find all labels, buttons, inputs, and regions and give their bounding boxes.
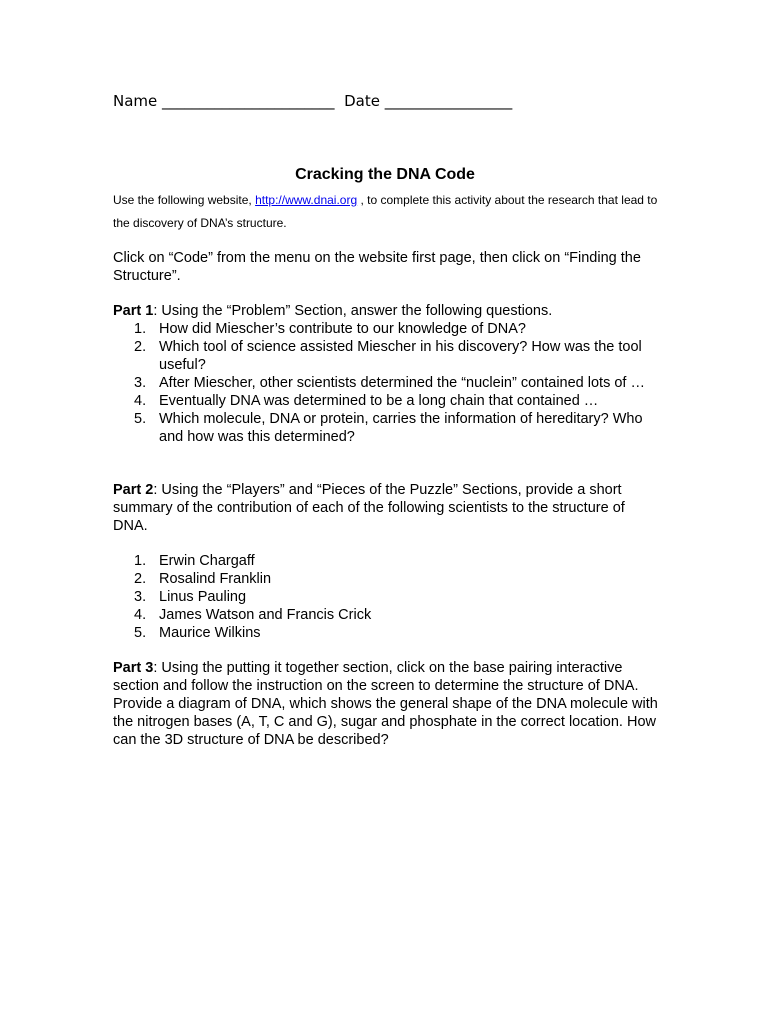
part-1-label: Part 1	[113, 303, 154, 319]
name-label: Name	[113, 92, 158, 110]
part-1-heading	[113, 302, 658, 320]
part-3-label: Part 3	[113, 660, 154, 676]
list-item-text: Which tool of science assisted Miescher in his discovery? How was the tool useful?	[159, 339, 642, 373]
list-item-text: After Miescher, other scientists determined the “nuclein” contained lots of …	[159, 375, 645, 391]
list-item-number: 4.	[134, 607, 147, 623]
list-item-text: How did Miescher’s contribute to our knowledge of DNA?	[159, 321, 526, 337]
list-item-text: Which molecule, DNA or protein, carries the information of hereditary? Who and how was this determined?	[159, 411, 643, 445]
page-title: Cracking the DNA Code	[295, 166, 475, 183]
click-instruction: Click on “Code” from the menu on the website first page, then click on “Finding the Structure”.	[113, 250, 641, 284]
list-item	[113, 588, 658, 606]
list-item-number: 2.	[134, 339, 147, 355]
list-item	[113, 374, 658, 392]
list-item-number: 4.	[134, 393, 147, 409]
list-item	[113, 392, 658, 410]
name-blank[interactable]: _______________________	[162, 92, 335, 110]
list-item	[113, 338, 658, 374]
intro-paragraph	[113, 189, 658, 235]
scientist-name: Erwin Chargaff	[159, 553, 255, 569]
list-item-number: 3.	[134, 375, 147, 391]
part-2-label: Part 2	[113, 482, 154, 498]
part-3-instructions: : Using the putting it together section, click on the base pairing interactive section and follow the instruction on the screen to determine the structure of DNA. Provide a diagram of DNA, which shows the general shape of the DNA molecule with the nitrogen bases (A, T, C and G), sugar and phosphate in the correct location. How can the 3D structure of DNA be described?	[113, 660, 658, 748]
intro-text-after-link: , to complete this activity about the research that lead to the discovery of DNA’s structure.	[113, 193, 658, 230]
list-item-number: 2.	[134, 571, 147, 587]
date-blank[interactable]: _________________	[384, 92, 513, 110]
list-item-number: 5.	[134, 625, 147, 641]
part-1-instructions: : Using the “Problem” Section, answer the following questions.	[153, 303, 553, 319]
list-item-number: 1.	[134, 553, 147, 569]
list-item-number: 3.	[134, 589, 147, 605]
list-item	[113, 570, 658, 588]
part-2-instructions: : Using the “Players” and “Pieces of the Puzzle” Sections, provide a short summary of the contribution of each of the following scientists to the structure of DNA.	[113, 482, 625, 534]
part-3-section	[113, 659, 658, 749]
list-item	[113, 624, 658, 642]
scientist-name: James Watson and Francis Crick	[159, 607, 372, 623]
part-1-section	[113, 302, 658, 446]
list-item-number: 1.	[134, 321, 147, 337]
name-date-line	[113, 92, 512, 110]
scientist-list	[113, 552, 658, 642]
scientist-name: Rosalind Franklin	[159, 571, 272, 587]
part-2-section	[113, 481, 658, 535]
list-item	[113, 606, 658, 624]
date-label: Date	[344, 92, 380, 110]
list-item-text: Eventually DNA was determined to be a long chain that contained …	[159, 393, 599, 409]
list-item-number: 5.	[134, 411, 147, 427]
list-item	[113, 552, 658, 570]
list-item	[113, 410, 658, 446]
dnai-website-link[interactable]: http://www.dnai.org	[255, 193, 358, 207]
part-1-question-list	[113, 320, 658, 446]
intro-text-before-link: Use the following website,	[113, 193, 256, 207]
scientist-name: Maurice Wilkins	[159, 625, 261, 641]
part-2-scientist-list-block	[113, 552, 658, 642]
list-item	[113, 320, 658, 338]
scientist-name: Linus Pauling	[159, 589, 247, 605]
